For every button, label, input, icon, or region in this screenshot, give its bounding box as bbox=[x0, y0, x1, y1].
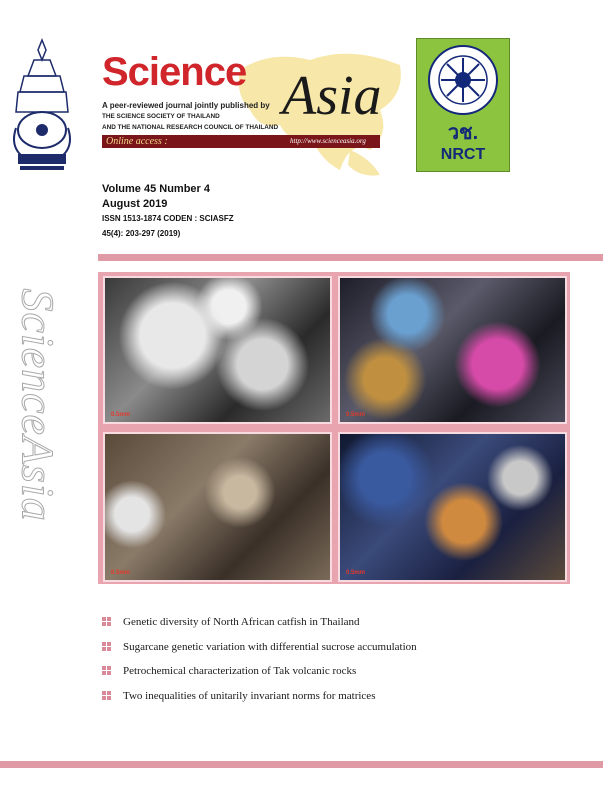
micrograph-4 bbox=[338, 432, 567, 582]
nrct-thai-text: วช. bbox=[447, 122, 479, 144]
nrct-seal-icon bbox=[427, 44, 499, 116]
science-society-emblem bbox=[12, 36, 72, 176]
title-asia: Asia bbox=[282, 65, 382, 127]
micrograph-3 bbox=[103, 432, 332, 582]
title-science: Science bbox=[102, 50, 247, 94]
publisher-2: AND THE NATIONAL RESEARCH COUNCIL OF THAILAND bbox=[102, 124, 279, 131]
vertical-title: ScienceAsia bbox=[12, 288, 64, 522]
bottom-band bbox=[0, 761, 603, 768]
contents-item-1[interactable]: Genetic diversity of North African catfish in Thailand bbox=[102, 616, 360, 628]
micrograph-2 bbox=[338, 276, 567, 424]
bullet-icon bbox=[102, 617, 111, 626]
nrct-abbr: NRCT bbox=[440, 146, 486, 163]
issue-pages: 45(4): 203-297 (2019) bbox=[102, 229, 181, 238]
top-band bbox=[98, 254, 603, 261]
micrograph-1 bbox=[103, 276, 332, 424]
scale-label-4: 0.5mm bbox=[346, 570, 366, 576]
publisher-1: THE SCIENCE SOCIETY OF THAILAND bbox=[102, 113, 220, 120]
online-access-url[interactable]: http://www.scienceasia.org bbox=[290, 137, 366, 145]
online-access-label: Online access : bbox=[106, 136, 168, 147]
contents-item-2[interactable]: Sugarcane genetic variation with differential sucrose accumulation bbox=[102, 641, 417, 653]
issue-volume: Volume 45 Number 4 bbox=[102, 183, 210, 195]
contents-item-3[interactable]: Petrochemical characterization of Tak volcanic rocks bbox=[102, 665, 356, 677]
scale-label-1: 0.5mm bbox=[111, 412, 131, 418]
scale-label-2: 0.5mm bbox=[346, 412, 366, 418]
bullet-icon bbox=[102, 642, 111, 651]
issue-date: August 2019 bbox=[102, 198, 168, 210]
contents-item-4[interactable]: Two inequalities of unitarily invariant norms for matrices bbox=[102, 690, 375, 702]
bullet-icon bbox=[102, 666, 111, 675]
issue-issn: ISSN 1513-1874 CODEN : SCIASFZ bbox=[102, 214, 234, 223]
tagline: A peer-reviewed journal jointly published by bbox=[102, 101, 270, 110]
bullet-icon bbox=[102, 691, 111, 700]
scale-label-3: 0.5mm bbox=[111, 570, 131, 576]
